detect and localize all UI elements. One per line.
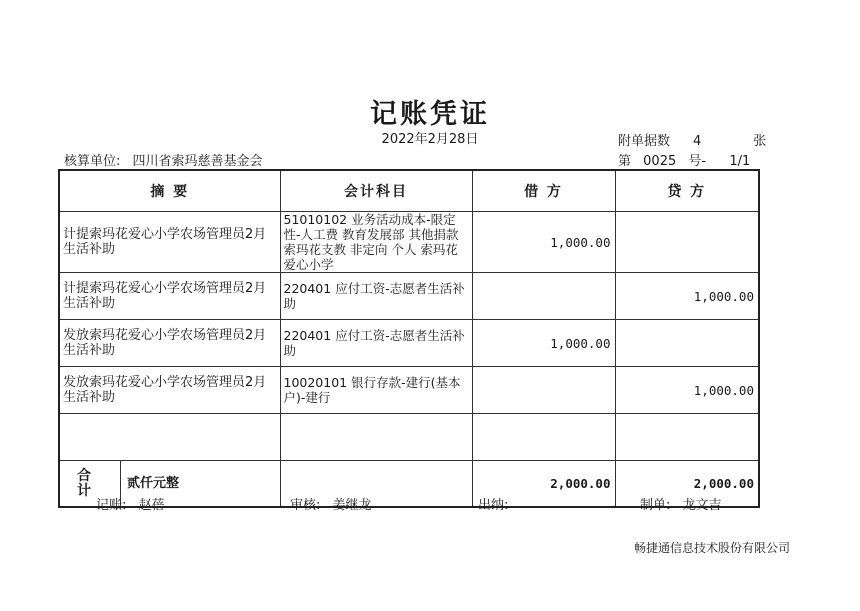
row-credit — [615, 320, 759, 367]
table-row — [59, 212, 759, 273]
row-debit: 1,000.00 — [472, 212, 615, 273]
row-summary: 发放索玛花爱心小学农场管理员2月生活补助 — [59, 320, 280, 367]
auditor-name: 姜继龙 — [332, 498, 372, 513]
header-subject: 会计科目 — [280, 170, 472, 212]
preparer-label: 制单: — [640, 498, 671, 513]
row-credit: 1,000.00 — [615, 273, 759, 320]
row-debit: 1,000.00 — [472, 320, 615, 367]
total-debit: 2,000.00 — [472, 461, 615, 508]
attachment-count — [618, 130, 766, 149]
row-summary: 计提索玛花爱心小学农场管理员2月生活补助 — [59, 273, 280, 320]
preparer-field — [640, 494, 722, 513]
total-label-cell — [59, 461, 280, 508]
header-debit: 借 方 — [472, 170, 615, 212]
total-label: 合 计 — [77, 467, 103, 499]
auditor-field — [290, 494, 372, 513]
row-subject: 220401 应付工资-志愿者生活补助 — [280, 320, 472, 367]
blank-cell — [59, 414, 280, 461]
auditor-label: 审核: — [290, 498, 321, 513]
attachment-label: 附单据数 — [618, 134, 671, 149]
accounting-unit-name: 四川省索玛慈善基金会 — [132, 154, 263, 169]
blank-cell — [472, 414, 615, 461]
table-row — [59, 320, 759, 367]
total-amount-words: 贰仟元整 — [127, 476, 180, 491]
row-credit — [615, 212, 759, 273]
bookkeeper-name: 赵蓓 — [138, 498, 165, 513]
voucher-table — [58, 169, 760, 508]
table-row — [59, 367, 759, 414]
voucher-prefix: 第 — [618, 154, 632, 169]
row-debit — [472, 367, 615, 414]
row-summary: 发放索玛花爱心小学农场管理员2月生活补助 — [59, 367, 280, 414]
row-subject: 10020101 银行存款-建行(基本户)-建行 — [280, 367, 472, 414]
row-subject: 51010102 业务活动成本-限定性-人工费 教育发展部 其他捐款 索玛花支教 非定向 个人 索玛花爱心小学 — [280, 212, 472, 273]
table-row-blank — [59, 414, 759, 461]
bookkeeper-label: 记账: — [96, 498, 127, 513]
attachment-unit: 张 — [753, 134, 767, 149]
row-debit — [472, 273, 615, 320]
voucher-number — [618, 150, 750, 169]
voucher-no: 0025 — [643, 154, 677, 169]
header-credit: 贷 方 — [615, 170, 759, 212]
voucher-suffix: 号- — [688, 154, 707, 169]
row-subject: 220401 应付工资-志愿者生活补助 — [280, 273, 472, 320]
table-row — [59, 273, 759, 320]
voucher-page: 1/1 — [729, 154, 751, 169]
voucher-date: 2022年2月28日 — [381, 132, 479, 147]
header-summary: 摘 要 — [59, 170, 280, 212]
blank-cell — [615, 414, 759, 461]
row-summary: 计提索玛花爱心小学农场管理员2月生活补助 — [59, 212, 280, 273]
software-company: 畅捷通信息技术股份有限公司 — [633, 541, 790, 555]
table-header — [59, 170, 759, 212]
voucher-title: 记账凭证 — [370, 99, 490, 130]
preparer-name: 龙文吉 — [682, 498, 722, 513]
bookkeeper-field — [96, 494, 165, 513]
cashier-label: 出纳: — [478, 498, 509, 513]
attachment-number: 4 — [693, 134, 702, 149]
blank-cell — [280, 414, 472, 461]
accounting-unit — [64, 150, 263, 169]
total-credit: 2,000.00 — [615, 461, 759, 508]
cashier-field — [478, 494, 516, 513]
accounting-unit-label: 核算单位: — [64, 154, 121, 169]
row-credit: 1,000.00 — [615, 367, 759, 414]
